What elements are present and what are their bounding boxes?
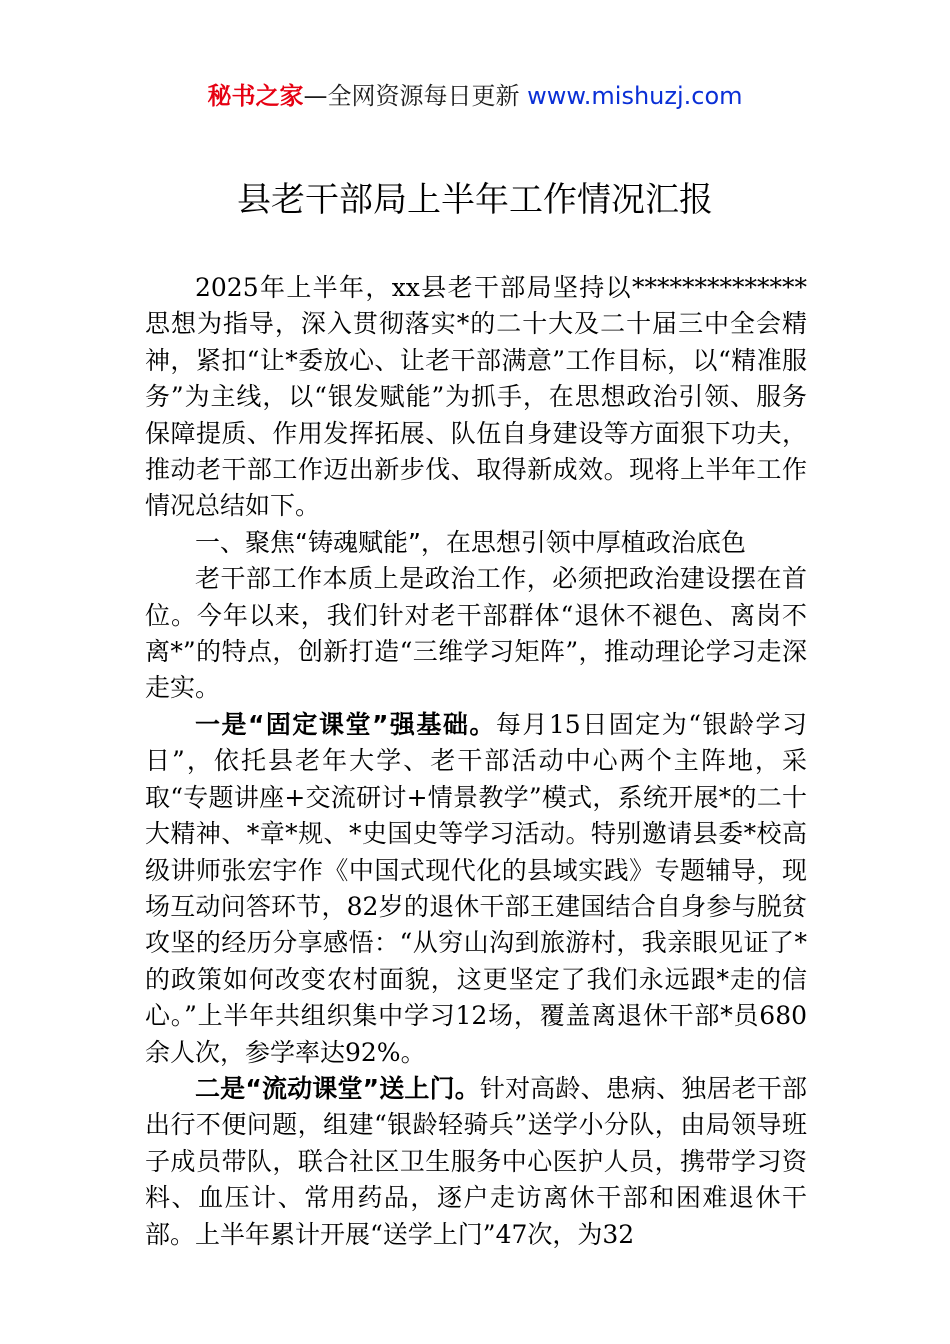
item-lead-1: 一是“固定课堂”强基础。: [195, 709, 496, 739]
site-header: [0, 80, 950, 112]
item-paragraph-1: [145, 707, 807, 1071]
item-lead-2: 二是“流动课堂”送上门。: [195, 1073, 480, 1103]
document-title: 县老干部局上半年工作情况汇报: [237, 180, 713, 220]
site-brand[interactable]: 秘书之家: [207, 82, 304, 110]
item-paragraph-2: [145, 1071, 807, 1253]
section-heading: 一、聚焦“铸魂赋能”，在思想引领中厚植政治底色: [195, 527, 746, 557]
item-text-1: 每月15日固定为“银龄学习日”，依托县老年大学、老干部活动中心两个主阵地，采取“专题讲座+交流研讨+情景教学”模式，系统开展*的二十大精神、*章*规、*史国史等学习活动。特别邀请县委*校高级讲师张宏宇作《中国式现代化的县域实践》专题辅导，现场互动问答环节，82岁的退休干部王建国结合自身参与脱贫攻坚的经历分享感悟：“从穷山沟到旅游村，我亲眼见证了*的政策如何改变农村面貌，这更坚定了我们永远跟*走的信心。”上半年共组织集中学习12场，覆盖离退休干部*员680余人次，参学率达92%。: [145, 709, 807, 1067]
section-intro-paragraph: 老干部工作本质上是政治工作，必须把政治建设摆在首位。今年以来，我们针对老干部群体“退休不褪色、离岗不离*”的特点，创新打造“三维学习矩阵”，推动理论学习走深走实。: [145, 564, 807, 703]
document-body: [145, 270, 807, 1253]
site-url-link[interactable]: www.mishuzj.com: [527, 82, 743, 110]
item-text-2: 针对高龄、患病、独居老干部出行不便问题，组建“银龄轻骑兵”送学小分队，由局领导班子成员带队，联合社区卫生服务中心医护人员，携带学习资料、血压计、常用药品，逐户走访离休干部和困难退休干部。上半年累计开展“送学上门”47次，为32: [145, 1073, 807, 1249]
intro-paragraph: 2025年上半年，xx县老干部局坚持以**************思想为指导，深入贯彻落实*的二十大及二十届三中全会精神，紧扣“让*委放心、让老干部满意”工作目标，以“精准服务”为主线，以“银发赋能”为抓手，在思想政治引领、服务保障提质、作用发挥拓展、队伍自身建设等方面狠下功夫，推动老干部工作迈出新步伐、取得新成效。现将上半年工作情况总结如下。: [145, 273, 807, 521]
site-tagline: —全网资源每日更新: [303, 82, 528, 110]
